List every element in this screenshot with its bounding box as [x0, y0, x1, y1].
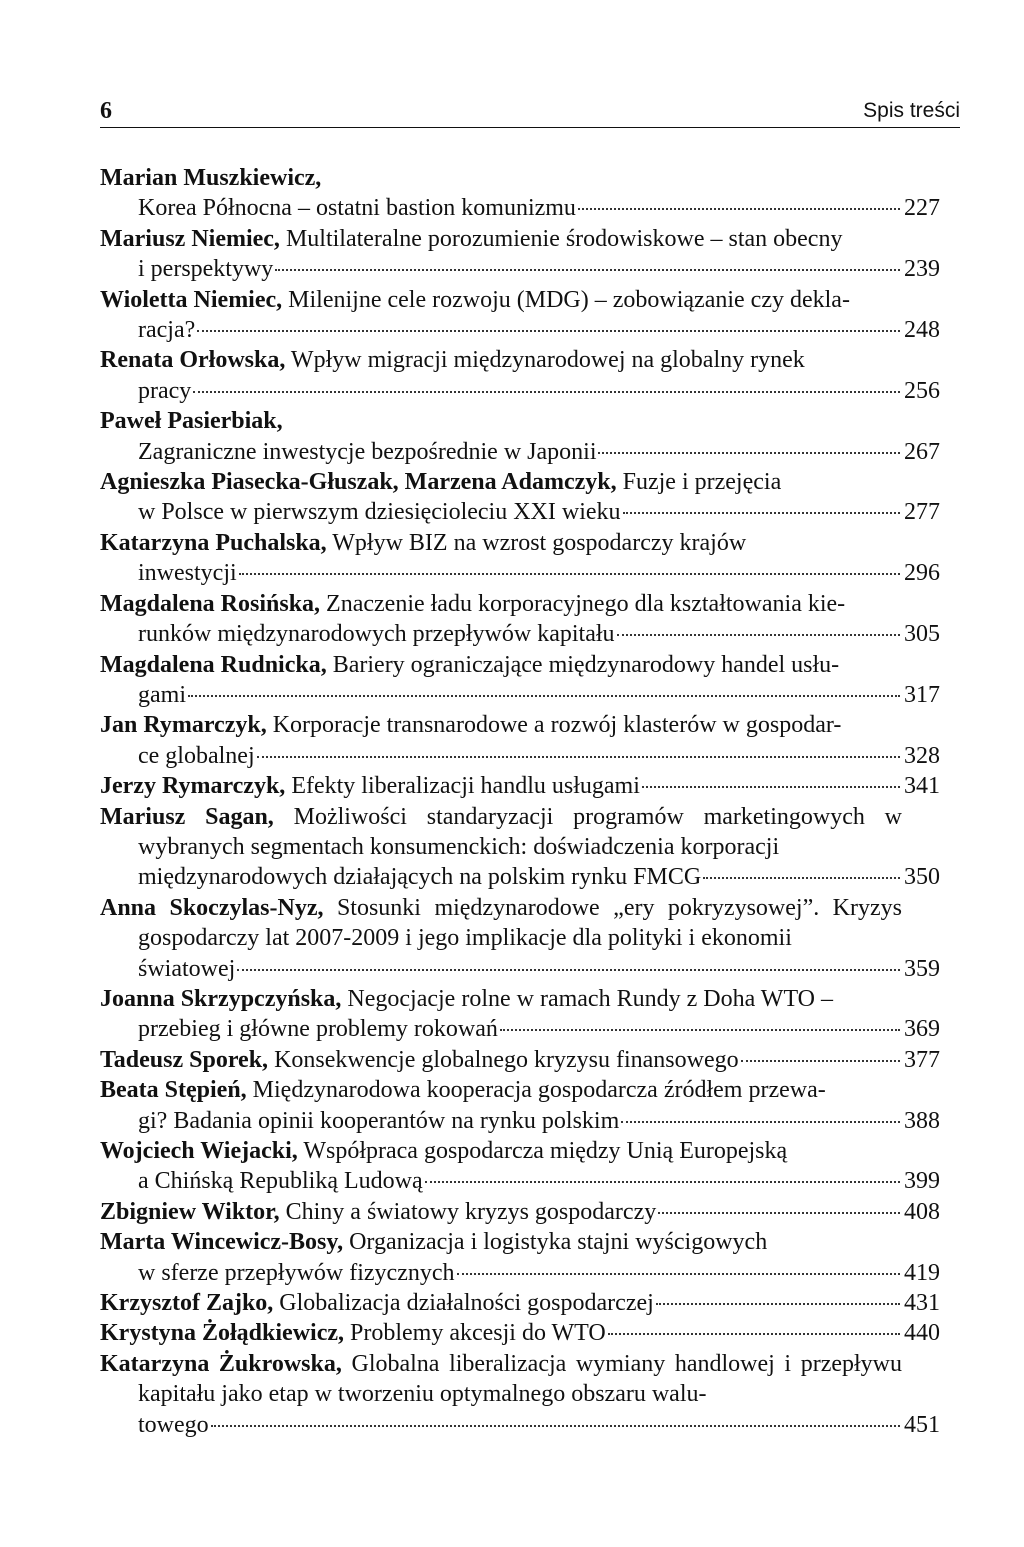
toc-author: Katarzyna Puchalska,: [100, 529, 327, 556]
toc-title-tail: i perspektywy: [138, 256, 274, 283]
toc-entry: [100, 528, 960, 589]
dot-leader: [578, 208, 900, 210]
toc-author: Mariusz Sagan,: [100, 803, 274, 830]
toc-title: Znaczenie ładu korporacyjnego dla kształtowania kie-: [326, 590, 846, 617]
toc-title-tail: w sferze przepływów fizycznych: [138, 1259, 455, 1286]
dot-leader: [642, 786, 900, 788]
toc-title-end: [138, 1258, 902, 1288]
toc-title-end: [138, 619, 902, 649]
toc-page-number: 350: [904, 864, 940, 891]
section-title: Spis treści: [863, 99, 960, 122]
dot-leader: [257, 756, 900, 758]
toc-entry: [100, 1136, 960, 1197]
toc-title-tail: przebieg i główne problemy rokowań: [138, 1016, 498, 1043]
toc-author: Magdalena Rosińska,: [100, 590, 321, 617]
toc-entry: [100, 345, 960, 406]
toc-title: Bariery ograniczające międzynarodowy handel usłu-: [332, 651, 840, 678]
toc-entry: [100, 163, 960, 224]
toc-title: Wpływ BIZ na wzrost gospodarczy krajów: [332, 529, 747, 556]
toc-author: Jerzy Rymarczyk,: [100, 773, 286, 800]
toc-page-number: 377: [904, 1046, 940, 1073]
toc-title-end: [138, 1014, 902, 1044]
dot-leader: [237, 969, 900, 971]
toc-page-number: 248: [904, 317, 940, 344]
toc-title: Wpływ migracji międzynarodowej na globalny rynek: [290, 347, 805, 374]
dot-leader: [275, 269, 900, 271]
dot-leader: [598, 452, 900, 454]
toc-title: Milenijne cele rozwoju (MDG) – zobowiązanie czy dekla-: [288, 286, 850, 313]
toc-author: Zbigniew Wiktor,: [100, 1198, 280, 1225]
toc-entry: [100, 1045, 960, 1075]
dot-leader: [193, 391, 900, 393]
toc-page-number: 451: [904, 1411, 940, 1438]
toc-page-number: 267: [904, 438, 940, 465]
toc-title: Multilateralne porozumienie środowiskowe – stan obecny: [285, 225, 843, 252]
toc-title-tail: a Chińską Republiką Ludową: [138, 1168, 423, 1195]
toc-entry: [100, 589, 960, 650]
toc-page-number: 227: [904, 195, 940, 222]
toc-entry: [100, 893, 960, 984]
toc-title-end: [138, 1410, 902, 1440]
toc-author: Anna Skoczylas-Nyz,: [100, 894, 324, 921]
toc-entry: [100, 1227, 960, 1288]
toc-title-end: [138, 741, 902, 771]
toc-title: Możliwości standaryzacji programów marketingowych w wybranych segmentach konsumenckich: doświadczenia korporacji: [138, 803, 903, 860]
toc-title-tail: towego: [138, 1411, 209, 1438]
toc-title-tail: inwestycji: [138, 560, 237, 587]
toc-title-end: [138, 862, 902, 892]
toc-page-number: 359: [904, 955, 940, 982]
toc-page-number: 341: [904, 773, 940, 800]
toc-author: Mariusz Niemiec,: [100, 225, 280, 252]
toc-title-end: [138, 1166, 902, 1196]
running-head: [100, 98, 960, 128]
toc-title: Globalna liberalizacja wymiany handlowej i przepływu kapitału jako etap w tworzeniu optymalnego obszaru walu-: [138, 1350, 902, 1408]
toc-page-number: 388: [904, 1107, 940, 1134]
toc-author: Magdalena Rudnicka,: [100, 651, 327, 678]
toc-entry: [100, 1349, 960, 1440]
toc-entry: [100, 1318, 960, 1348]
dot-leader: [703, 877, 900, 879]
toc-page-number: 399: [904, 1168, 940, 1195]
dot-leader: [425, 1181, 900, 1183]
toc-title-tail: gi? Badania opinii kooperantów na rynku polskim: [138, 1107, 620, 1134]
toc-author: Krzysztof Zajko,: [100, 1290, 274, 1317]
toc-author: Marian Muszkiewicz,: [100, 165, 322, 191]
toc-page-number: 369: [904, 1016, 940, 1043]
toc-title-tail: w Polsce w pierwszym dziesięcioleciu XXI wieku: [138, 499, 621, 526]
toc-title-tail: gami: [138, 681, 186, 708]
dot-leader: [457, 1273, 900, 1275]
toc-title-tail: Zagraniczne inwestycje bezpośrednie w Japonii: [138, 438, 597, 465]
dot-leader: [621, 1121, 900, 1123]
toc-author: Marta Wincewicz-Bosy,: [100, 1229, 344, 1256]
toc-title: Stosunki międzynarodowe „ery pokryzysowej”. Kryzys gospodarczy lat 2007-2009 i jego implikacje dla polityki i ekonomii: [138, 894, 903, 952]
toc-title-tail: Konsekwencje globalnego kryzysu finansowego: [274, 1046, 739, 1073]
toc-title-tail: ce globalnej: [138, 742, 255, 769]
dot-leader: [500, 1029, 900, 1031]
toc-author: Jan Rymarczyk,: [100, 712, 267, 739]
toc-title: Międzynarodowa kooperacja gospodarcza źródłem przewa-: [252, 1077, 826, 1104]
dot-leader: [658, 1212, 900, 1214]
toc-entry: [100, 771, 960, 801]
toc-title-end: [138, 680, 902, 710]
dot-leader: [608, 1333, 900, 1335]
toc-title-tail: Problemy akcesji do WTO: [350, 1320, 606, 1347]
dot-leader: [623, 512, 900, 514]
toc-title-end: [138, 497, 902, 527]
toc-title-end: [286, 1197, 902, 1227]
toc-title-tail: międzynarodowych działających na polskim rynku FMCG: [138, 864, 702, 891]
toc-title-end: [138, 1106, 902, 1136]
toc-author: Tadeusz Sporek,: [100, 1046, 269, 1073]
toc-title-tail: Korea Północna – ostatni bastion komunizmu: [138, 195, 576, 222]
toc-entry: [100, 285, 960, 346]
toc-entry: [100, 710, 960, 771]
toc-page-number: 408: [904, 1198, 940, 1225]
toc-title-tail: światowej: [138, 955, 236, 982]
toc-author: Wojciech Wiejacki,: [100, 1138, 298, 1164]
toc-title: Współpraca gospodarcza między Unią Europejską: [303, 1138, 788, 1164]
toc-page-number: 296: [904, 560, 940, 587]
toc-title: Negocjacje rolne w ramach Rundy z Doha WTO –: [347, 985, 834, 1012]
toc-title-tail: runków międzynarodowych przepływów kapitału: [138, 621, 615, 648]
toc-author: Krystyna Żołądkiewicz,: [100, 1320, 344, 1347]
toc-title-tail: Efekty liberalizacji handlu usługami: [291, 773, 640, 800]
toc-page-number: 239: [904, 256, 940, 283]
toc-entry: [100, 1288, 960, 1318]
toc-author: Katarzyna Żukrowska,: [100, 1350, 342, 1377]
dot-leader: [741, 1060, 900, 1062]
toc-page-number: 305: [904, 621, 940, 648]
toc-page-number: 317: [904, 681, 940, 708]
dot-leader: [239, 573, 900, 575]
toc-title-end: [138, 315, 902, 345]
table-of-contents: [100, 163, 960, 1440]
toc-page-number: 431: [904, 1290, 940, 1317]
toc-title-tail: racja?: [138, 317, 196, 344]
toc-author: Beata Stępień,: [100, 1077, 247, 1104]
toc-page-number: 256: [904, 377, 940, 404]
toc-author: Paweł Pasierbiak,: [100, 408, 283, 435]
toc-entry: [100, 467, 960, 528]
toc-page-number: 419: [904, 1259, 940, 1286]
toc-entry: [100, 650, 960, 711]
toc-author: Wioletta Niemiec,: [100, 286, 283, 313]
toc-entry: [100, 984, 960, 1045]
toc-title-end: [138, 193, 902, 223]
toc-title-tail: pracy: [138, 377, 192, 404]
toc-page-number: 277: [904, 499, 940, 526]
dot-leader: [211, 1425, 900, 1427]
dot-leader: [197, 330, 900, 332]
toc-title-end: [274, 1045, 902, 1075]
toc-title: Organizacja i logistyka stajni wyścigowych: [349, 1229, 768, 1256]
toc-author: Agnieszka Piasecka-Głuszak, Marzena Adamczyk,: [100, 469, 617, 496]
dot-leader: [617, 634, 900, 636]
toc-entry: [100, 224, 960, 285]
toc-title-end: [138, 558, 902, 588]
dot-leader: [656, 1303, 900, 1305]
toc-author: Joanna Skrzypczyńska,: [100, 985, 342, 1012]
toc-title-end: [138, 437, 902, 467]
toc-title-end: [138, 254, 902, 284]
toc-title: Korporacje transnarodowe a rozwój klasterów w gospodar-: [272, 712, 842, 739]
dot-leader: [188, 695, 900, 697]
toc-title-end: [138, 376, 902, 406]
toc-entry: [100, 1075, 960, 1136]
toc-entry: [100, 1197, 960, 1227]
toc-entry: [100, 406, 960, 467]
toc-title-end: [291, 771, 902, 801]
toc-title-end: [350, 1318, 902, 1348]
toc-title: Fuzje i przejęcia: [622, 469, 782, 496]
page-number: 6: [100, 98, 112, 124]
toc-author: Renata Orłowska,: [100, 347, 286, 374]
toc-title-end: [279, 1288, 902, 1318]
toc-title-tail: Chiny a światowy kryzys gospodarczy: [285, 1198, 657, 1225]
toc-page-number: 328: [904, 742, 940, 769]
book-page: [100, 98, 960, 1440]
toc-page-number: 440: [904, 1320, 940, 1347]
toc-entry: [100, 802, 960, 893]
toc-title-end: [138, 954, 902, 984]
toc-title-tail: Globalizacja działalności gospodarczej: [279, 1290, 654, 1317]
